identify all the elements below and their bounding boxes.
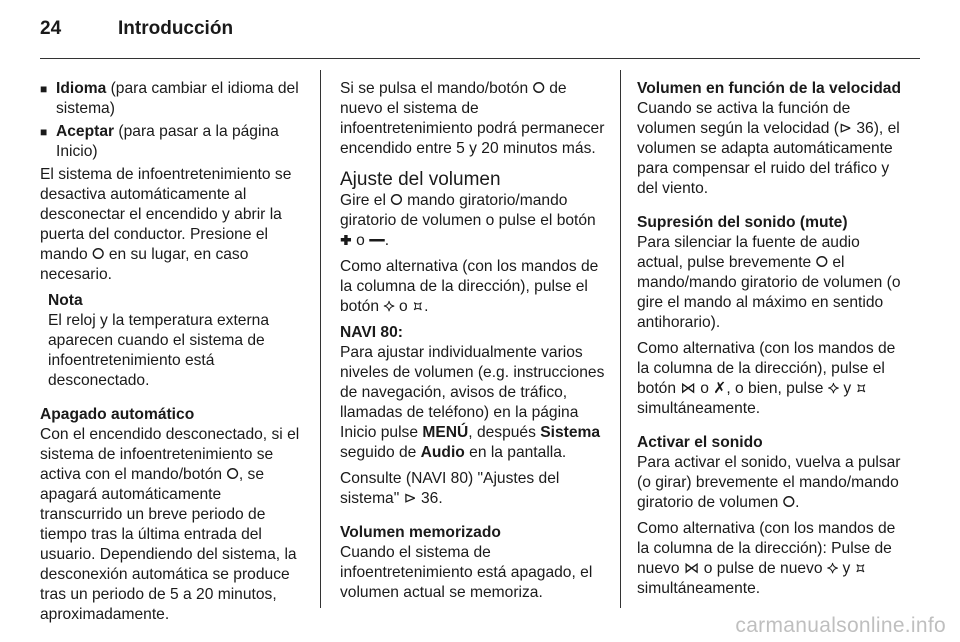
paragraph-navi80: Para ajustar individualmente varios niveles de volumen (e.g. instrucciones de navegación, avisos de tráfico, llamadas de teléfono) en la página Inicio pulse MENÚ, después Sistema seguido de Audio en la pantalla. [340,344,605,461]
heading-apagado: Apagado automático [40,406,195,423]
paragraph-desactiva: El sistema de infoentretenimiento se desactiva automáticamente al desconectar el encendido y abrir la puerta del conductor. Presione el mando ⭘ en su lugar, en caso necesario. [40,166,292,283]
paragraph-apagado: Con el encendido desconectado, si el sistema de infoentretenimiento se activa con el mando/botón ⭘, se apagará automáticamente transcurrido un breve periodo de tiempo tras la última entrada del usuario. Dependiendo del sistema, la desconexión automática se produce tras un periodo de 5 a 20 minutos, aproximadamente. [40,426,300,623]
heading-navi80: NAVI 80: [340,324,403,341]
column-divider-1 [320,70,321,608]
paragraph-gire: Gire el ⭘ mando giratorio/mando giratorio de volumen o pulse el botón ✚ o ━. [340,192,596,249]
note-title: Nota [48,292,83,309]
note-text: El reloj y la temperatura externa aparecen cuando el sistema de infoentretenimiento está desconectado. [48,312,270,389]
heading-ajuste-volumen: Ajuste del volumen [340,169,501,190]
page-title: Introducción [118,18,234,39]
bullet-idioma: ■ Idioma (para cambiar el idioma del sistema) [40,79,306,119]
paragraph-memorizado: Cuando el sistema de infoentretenimiento está apagado, el volumen actual se memoriza. [340,544,593,601]
note-box [40,291,306,391]
page-number: 24 [40,18,62,39]
paragraph-alternativa: Como alternativa (con los mandos de la columna de la dirección), pulse el botón ⯎ o ⯏. [340,258,599,315]
column-3 [637,79,903,605]
paragraph-supresion-1: Para silenciar la fuente de audio actual, pulse brevemente ⭘ el mando/mando giratorio de volumen (o gire el mando al máximo en sentido antihorario). [637,234,901,331]
heading-activar: Activar el sonido [637,434,763,451]
paragraph-velocidad: Cuando se activa la función de volumen según la velocidad (⊳ 36), el volumen se adapta automáticamente para compensar el ruido del tráfico y del viento. [637,100,900,197]
column-2 [340,79,606,609]
bullet-aceptar: ■ Aceptar (para pasar a la página Inicio) [40,122,306,162]
paragraph-supresion-2: Como alternativa (con los mandos de la columna de la dirección), pulse el botón ⋈ o ✗, o bien, pulse ⯎ y ⯏ simultáneamente. [637,340,896,417]
heading-velocidad: Volumen en función de la velocidad [637,80,901,97]
column-divider-2 [620,70,621,608]
header-rule [40,58,920,59]
paragraph-encendido: Si se pulsa el mando/botón ⭘ de nuevo el sistema de infoentretenimiento podrá permanecer encendido entre 5 y 20 minutos más. [340,80,605,157]
heading-supresion: Supresión del sonido (mute) [637,214,848,231]
heading-volumen-memorizado: Volumen memorizado [340,524,501,541]
watermark: carmanualsonline.info [735,614,946,637]
page-header [40,18,233,40]
paragraph-consulte: Consulte (NAVI 80) "Ajustes del sistema" ⊳ 36. [340,470,560,507]
paragraph-activar-1: Para activar el sonido, vuelva a pulsar (o girar) brevemente el mando/mando giratorio de volumen ⭘. [637,454,901,511]
column-1 [40,79,306,631]
paragraph-activar-2: Como alternativa (con los mandos de la columna de la dirección): Pulse de nuevo ⋈ o pulse de nuevo ⯎ y ⯏ simultáneamente. [637,520,896,597]
